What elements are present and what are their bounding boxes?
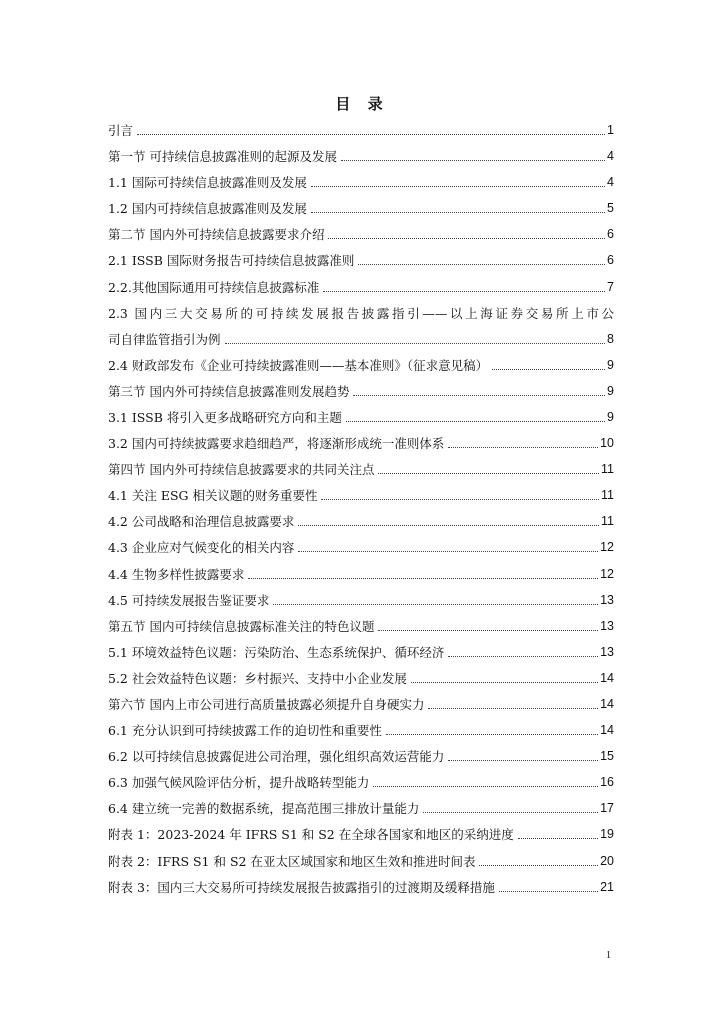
toc-entry[interactable] xyxy=(108,880,614,895)
toc-entry[interactable] xyxy=(108,723,614,738)
toc-entry[interactable] xyxy=(108,697,614,712)
toc-entry-page: 17 xyxy=(600,801,614,816)
dot-leader xyxy=(353,395,605,396)
dot-leader xyxy=(358,264,605,265)
toc-entry-label: 3.1 ISSB 将引入更多战略研究方向和主题 xyxy=(108,409,342,425)
toc-entry[interactable] xyxy=(108,227,614,242)
toc-entry-label: 2.3 国内三大交易所的可持续发展报告披露指引——以上海证券交易所上市公 xyxy=(108,305,614,321)
toc-entry-page: 11 xyxy=(601,462,614,477)
toc-entry[interactable] xyxy=(108,540,614,555)
toc-entry-label: 第二节 国内外可持续信息披露要求介绍 xyxy=(108,227,325,243)
toc-entry-label: 1.2 国内可持续信息披露准则及发展 xyxy=(108,201,307,217)
toc-entry[interactable] xyxy=(108,410,614,425)
dot-leader xyxy=(311,186,605,187)
toc-entry-page: 10 xyxy=(600,436,614,451)
toc-entry[interactable] xyxy=(108,306,614,347)
toc-entry-label: 4.1 关注 ESG 相关议题的财务重要性 xyxy=(108,488,318,504)
toc-entry-label: 6.2 以可持续信息披露促进公司治理，强化组织高效运营能力 xyxy=(108,749,445,765)
toc-entry[interactable] xyxy=(108,123,614,138)
toc-entry-page: 13 xyxy=(600,644,614,659)
toc-entry-page: 1 xyxy=(607,123,614,137)
toc-entry[interactable] xyxy=(108,593,614,608)
dot-leader xyxy=(311,212,605,213)
toc-title: 目 录 xyxy=(335,95,389,113)
dot-leader xyxy=(479,865,598,866)
toc-entry[interactable] xyxy=(108,749,614,764)
toc-entry-page: 4 xyxy=(607,175,614,190)
toc-entry-label: 2.2.其他国际通用可持续信息披露标准 xyxy=(108,279,320,295)
toc-entry[interactable] xyxy=(108,201,614,216)
toc-entry-label: 1.1 国际可持续信息披露准则及发展 xyxy=(108,175,307,191)
toc-entry-page: 14 xyxy=(600,696,614,711)
toc-entry-page: 5 xyxy=(607,201,614,216)
toc-entry[interactable] xyxy=(108,149,614,164)
dot-leader xyxy=(423,812,598,813)
dot-leader xyxy=(428,708,598,709)
dot-leader xyxy=(298,551,598,552)
toc-entry[interactable] xyxy=(108,645,614,660)
toc-entry-page: 19 xyxy=(600,827,614,842)
dot-leader xyxy=(137,134,605,135)
toc-entry-label: 4.3 企业应对气候变化的相关内容 xyxy=(108,540,295,556)
toc-entry-label: 5.1 环境效益特色议题：污染防治、生态系统保护、循环经济 xyxy=(108,644,445,660)
toc-entry-label: 引言 xyxy=(108,123,134,138)
dot-leader xyxy=(448,656,598,657)
toc-entry-page: 21 xyxy=(600,879,614,894)
dot-leader xyxy=(321,499,599,500)
toc-entry-label: 第五节 国内可持续信息披露标准关注的特色议题 xyxy=(108,618,375,634)
dot-leader xyxy=(373,786,598,787)
toc-entry-page: 16 xyxy=(600,775,614,790)
dot-leader xyxy=(323,291,605,292)
dot-leader xyxy=(499,891,598,892)
toc-entry[interactable] xyxy=(108,775,614,790)
toc-entry-label: 5.2 社会效益特色议题：乡村振兴、支持中小企业发展 xyxy=(108,670,407,686)
toc-entry[interactable] xyxy=(108,358,614,373)
dot-leader xyxy=(518,838,598,839)
dot-leader xyxy=(378,473,599,474)
toc-entry-label: 4.2 公司战略和治理信息披露要求 xyxy=(108,514,295,530)
toc-entry-label: 6.1 充分认识到可持续披露工作的迫切性和重要性 xyxy=(108,723,382,739)
dot-leader xyxy=(328,238,605,239)
toc-entry[interactable] xyxy=(108,462,614,477)
toc-entry-page: 12 xyxy=(600,540,614,555)
toc-entry-label: 2.1 ISSB 国际财务报告可持续信息披露准则 xyxy=(108,253,355,269)
toc-entry[interactable] xyxy=(108,514,614,529)
toc-entry[interactable] xyxy=(108,175,614,190)
toc-entry-label: 第一节 可持续信息披露准则的起源及发展 xyxy=(108,149,337,165)
toc-entry[interactable] xyxy=(108,253,614,268)
toc-entry-label: 6.4 建立统一完善的数据系统，提高范围三排放计量能力 xyxy=(108,801,420,817)
toc-entry-label: 附表 2：IFRS S1 和 S2 在亚太区域国家和地区生效和推进时间表 xyxy=(108,853,476,869)
toc-entry-page: 9 xyxy=(607,409,614,424)
toc-entry-page: 8 xyxy=(607,331,614,346)
toc-entry[interactable] xyxy=(108,436,614,451)
dot-leader xyxy=(273,604,598,605)
toc-entry-page: 15 xyxy=(600,749,614,764)
toc-entry[interactable] xyxy=(108,488,614,503)
toc-entry[interactable] xyxy=(108,827,614,842)
page-number: 1 xyxy=(606,950,611,961)
toc-entry-page: 6 xyxy=(607,253,614,268)
dot-leader xyxy=(492,369,605,370)
toc-entry-page: 14 xyxy=(600,723,614,738)
toc-entry-page: 13 xyxy=(600,618,614,633)
dot-leader xyxy=(448,447,598,448)
toc-entry-label: 附表 3：国内三大交易所可持续发展报告披露指引的过渡期及缓释措施 xyxy=(108,879,495,895)
dot-leader xyxy=(346,421,605,422)
dot-leader xyxy=(248,578,598,579)
toc-entry[interactable] xyxy=(108,671,614,686)
toc-entry-page: 14 xyxy=(600,670,614,685)
dot-leader xyxy=(411,682,598,683)
toc-entry-label: 4.4 生物多样性披露要求 xyxy=(108,566,245,582)
toc-entry-label: 6.3 加强气候风险评估分析，提升战略转型能力 xyxy=(108,775,370,791)
toc-entry-page: 7 xyxy=(607,279,614,294)
toc-entry[interactable] xyxy=(108,567,614,582)
toc-entry-page: 6 xyxy=(607,227,614,242)
toc-entry[interactable] xyxy=(108,619,614,634)
toc-entry-label: 司自律监管指引为例 xyxy=(108,331,221,347)
toc-entry-page: 12 xyxy=(600,566,614,581)
dot-leader xyxy=(386,734,598,735)
toc-entry-page: 20 xyxy=(600,853,614,868)
toc-entry-page: 9 xyxy=(607,357,614,372)
toc-entry-label: 第三节 国内外可持续信息披露准则发展趋势 xyxy=(108,383,350,399)
toc-entry[interactable] xyxy=(108,854,614,869)
dot-leader xyxy=(378,630,598,631)
toc-entry-page: 9 xyxy=(607,383,614,398)
toc-entry-page: 11 xyxy=(601,514,614,529)
toc-entry-label: 第四节 国内外可持续信息披露要求的共同关注点 xyxy=(108,462,375,478)
toc-entry-label: 第六节 国内上市公司进行高质量披露必须提升自身硬实力 xyxy=(108,696,425,712)
toc-entry-label: 4.5 可持续发展报告鉴证要求 xyxy=(108,592,270,608)
toc-entry-label: 附表 1：2023-2024 年 IFRS S1 和 S2 在全球各国家和地区的采纳进度 xyxy=(108,827,514,843)
toc-entry-label: 3.2 国内可持续披露要求趋细趋严，将逐渐形成统一准则体系 xyxy=(108,436,445,452)
toc-entry-page: 11 xyxy=(601,488,614,503)
toc-entry-label: 2.4 财政部发布《企业可持续披露准则——基本准则》（征求意见稿） xyxy=(108,357,489,373)
toc-entry-page: 13 xyxy=(600,592,614,607)
dot-leader xyxy=(225,343,606,344)
table-of-contents xyxy=(108,123,614,906)
toc-entry[interactable] xyxy=(108,384,614,399)
toc-entry[interactable] xyxy=(108,801,614,816)
dot-leader xyxy=(448,760,598,761)
dot-leader xyxy=(298,525,599,526)
toc-entry[interactable] xyxy=(108,280,614,295)
toc-entry-page: 4 xyxy=(607,149,614,164)
dot-leader xyxy=(341,160,605,161)
